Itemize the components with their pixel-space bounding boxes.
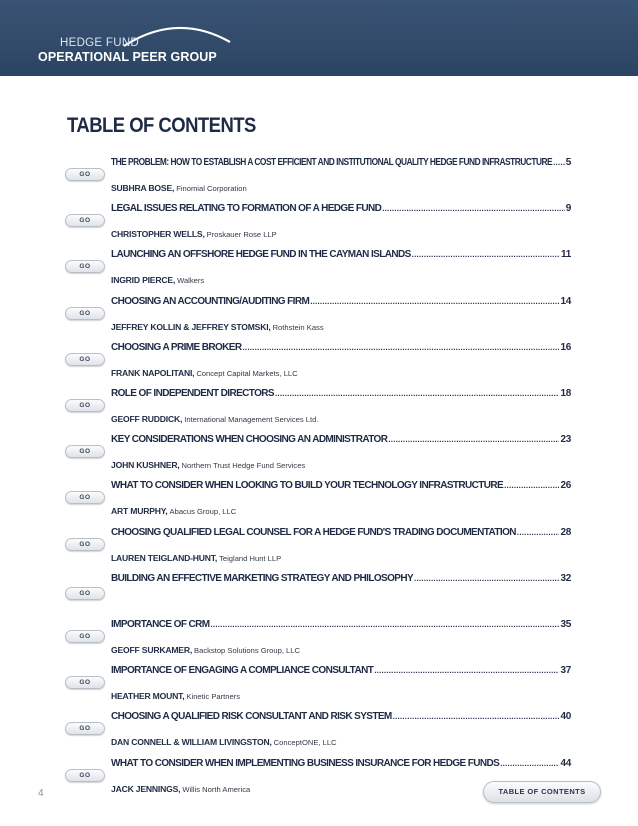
toc-entry-title-line[interactable]: [111, 296, 571, 310]
author-firm: Finomial Corporation: [176, 184, 247, 193]
toc-entry-title: CHOOSING AN ACCOUNTING/AUDITING FIRM: [111, 296, 310, 307]
toc-entry-page: 35: [560, 619, 571, 630]
go-button[interactable]: GO: [65, 214, 105, 227]
author-name: INGRID PIERCE,: [111, 275, 176, 285]
toc-entry-title: IMPORTANCE OF ENGAGING A COMPLIANCE CONSULTANT: [111, 665, 374, 676]
toc-entry-author-line: [111, 270, 205, 285]
toc-entry-author-line: [111, 455, 306, 470]
toc-entry-author-line: [111, 317, 324, 332]
page-title: TABLE OF CONTENTS: [67, 114, 256, 137]
header-banner: [0, 0, 638, 76]
toc-entry-page: 26: [560, 480, 571, 491]
toc-entry-title: BUILDING AN EFFECTIVE MARKETING STRATEGY AND PHILOSOPHY: [111, 573, 414, 584]
toc-entry-page: 23: [560, 434, 571, 445]
author-name: GEOFF SURKAMER,: [111, 645, 193, 655]
toc-entry-author-line: [111, 732, 337, 747]
toc-entry-page: 16: [560, 342, 571, 353]
toc-entry-page: 14: [560, 296, 571, 307]
dot-leader: [500, 759, 559, 771]
dot-leader: [211, 620, 560, 632]
go-button[interactable]: GO: [65, 260, 105, 273]
toc-entry-title: CHOOSING A QUALIFIED RISK CONSULTANT AND RISK SYSTEM: [111, 711, 392, 722]
author-firm: Concept Capital Markets, LLC: [196, 369, 298, 378]
toc-entry-page: 37: [560, 665, 571, 676]
page-number: 4: [38, 788, 44, 799]
toc-entry-author-line: [111, 501, 237, 516]
go-button[interactable]: GO: [65, 491, 105, 504]
dot-leader: [275, 389, 559, 401]
toc-entry-author-line: [111, 640, 300, 655]
toc-entry-title-line[interactable]: [111, 157, 571, 171]
toc-entry-title: WHAT TO CONSIDER WHEN LOOKING TO BUILD YOUR TECHNOLOGY INFRASTRUCTURE: [111, 480, 504, 491]
author-name: GEOFF RUDDICK,: [111, 414, 183, 424]
toc-entry-author-line: [111, 779, 251, 794]
go-button[interactable]: GO: [65, 168, 105, 181]
toc-entry-author-line: [111, 548, 282, 563]
dot-leader: [553, 158, 565, 170]
toc-entry-author-line: [111, 363, 298, 378]
author-firm: Backstop Solutions Group, LLC: [194, 646, 300, 655]
toc-entry-title-line[interactable]: [111, 203, 571, 217]
dot-leader: [412, 250, 560, 262]
author-firm: Teigland Hunt LLP: [219, 554, 282, 563]
toc-entry-title-line[interactable]: [111, 711, 571, 725]
dot-leader: [393, 712, 560, 724]
go-button[interactable]: GO: [65, 445, 105, 458]
toc-entry-page: 44: [560, 758, 571, 769]
dot-leader: [517, 528, 560, 540]
go-button[interactable]: GO: [65, 769, 105, 782]
toc-button[interactable]: TABLE OF CONTENTS: [483, 781, 601, 803]
author-firm: Walkers: [177, 276, 205, 285]
toc-entry-title-line[interactable]: [111, 434, 571, 448]
toc-entry-title-line[interactable]: [111, 665, 571, 679]
toc-entry-page: 28: [560, 527, 571, 538]
author-firm: Rothstein Kass: [272, 323, 324, 332]
author-name: ART MURPHY,: [111, 506, 168, 516]
toc-entry-author-line: [111, 409, 319, 424]
toc-entry-title: KEY CONSIDERATIONS WHEN CHOOSING AN ADMINISTRATOR: [111, 434, 388, 445]
go-button[interactable]: GO: [65, 307, 105, 320]
author-firm: Willis North America: [182, 785, 251, 794]
dot-leader: [374, 666, 559, 678]
toc-entry-title: CHOOSING QUALIFIED LEGAL COUNSEL FOR A HEDGE FUND'S TRADING DOCUMENTATION: [111, 527, 516, 538]
author-name: JACK JENNINGS,: [111, 784, 181, 794]
toc-entry-title: ROLE OF INDEPENDENT DIRECTORS: [111, 388, 274, 399]
toc-entry-author-line: [111, 178, 247, 193]
toc-entry-page: 18: [560, 388, 571, 399]
toc-entry-page: 32: [560, 573, 571, 584]
toc-entry-title-line[interactable]: [111, 619, 571, 633]
dot-leader: [504, 481, 559, 493]
toc-entry-author-line: [111, 224, 277, 239]
dot-leader: [382, 204, 565, 216]
toc-entry-title: LAUNCHING AN OFFSHORE HEDGE FUND IN THE CAYMAN ISLANDS: [111, 249, 411, 260]
toc-entry-page: 11: [561, 249, 571, 260]
toc-entry-title-line[interactable]: [111, 573, 571, 587]
author-firm: Kinetic Partners: [186, 692, 241, 701]
author-firm: Proskauer Rose LLP: [206, 230, 277, 239]
go-button[interactable]: GO: [65, 353, 105, 366]
toc-entry-page: 40: [560, 711, 571, 722]
toc-entry-title-line[interactable]: [111, 249, 571, 263]
dot-leader: [242, 343, 559, 355]
go-button[interactable]: GO: [65, 722, 105, 735]
author-name: FRANK NAPOLITANI,: [111, 368, 195, 378]
author-name: SUBHRA BOSE,: [111, 183, 175, 193]
dot-leader: [414, 574, 559, 586]
author-firm: Abacus Group, LLC: [169, 507, 237, 516]
go-button[interactable]: GO: [65, 587, 105, 600]
dot-leader: [388, 435, 559, 447]
toc-entry-title: IMPORTANCE OF CRM: [111, 619, 210, 630]
author-name: LAUREN TEIGLAND-HUNT,: [111, 553, 218, 563]
author-firm: Northern Trust Hedge Fund Services: [181, 461, 306, 470]
dot-leader: [310, 297, 559, 309]
author-name: HEATHER MOUNT,: [111, 691, 185, 701]
author-name: JOHN KUSHNER,: [111, 460, 180, 470]
author-name: DAN CONNELL & WILLIAM LIVINGSTON,: [111, 737, 272, 747]
author-name: CHRISTOPHER WELLS,: [111, 229, 205, 239]
toc-entry-title: LEGAL ISSUES RELATING TO FORMATION OF A HEDGE FUND: [111, 203, 382, 214]
toc-entry-page: 5: [565, 157, 571, 168]
toc-entry-title-line[interactable]: [111, 342, 571, 356]
toc-entry-title: WHAT TO CONSIDER WHEN IMPLEMENTING BUSINESS INSURANCE FOR HEDGE FUNDS: [111, 758, 500, 769]
go-button[interactable]: GO: [65, 538, 105, 551]
author-firm: ConceptONE, LLC: [273, 738, 337, 747]
go-button[interactable]: GO: [65, 399, 105, 412]
toc-entry-title-line[interactable]: [111, 527, 571, 541]
author-name: JEFFREY KOLLIN & JEFFREY STOMSKI,: [111, 322, 271, 332]
go-button[interactable]: GO: [65, 630, 105, 643]
toc-entry-author-line: [111, 686, 241, 701]
toc-entry-title-line[interactable]: [111, 758, 571, 772]
logo-text-top: HEDGE FUND: [60, 37, 140, 49]
toc-entry-title: THE PROBLEM: HOW TO ESTABLISH A COST EFFICIENT AND INSTITUTIONAL QUALITY HEDGE FUND INFRASTRUCTURE: [111, 157, 553, 168]
toc-entry-title-line[interactable]: [111, 480, 571, 494]
logo-text-bottom: OPERATIONAL PEER GROUP: [38, 50, 217, 64]
author-firm: International Management Services Ltd.: [184, 415, 319, 424]
go-button[interactable]: GO: [65, 676, 105, 689]
toc-entry-title-line[interactable]: [111, 388, 571, 402]
toc-entry-page: 9: [565, 203, 571, 214]
toc-entry-title: CHOOSING A PRIME BROKER: [111, 342, 242, 353]
